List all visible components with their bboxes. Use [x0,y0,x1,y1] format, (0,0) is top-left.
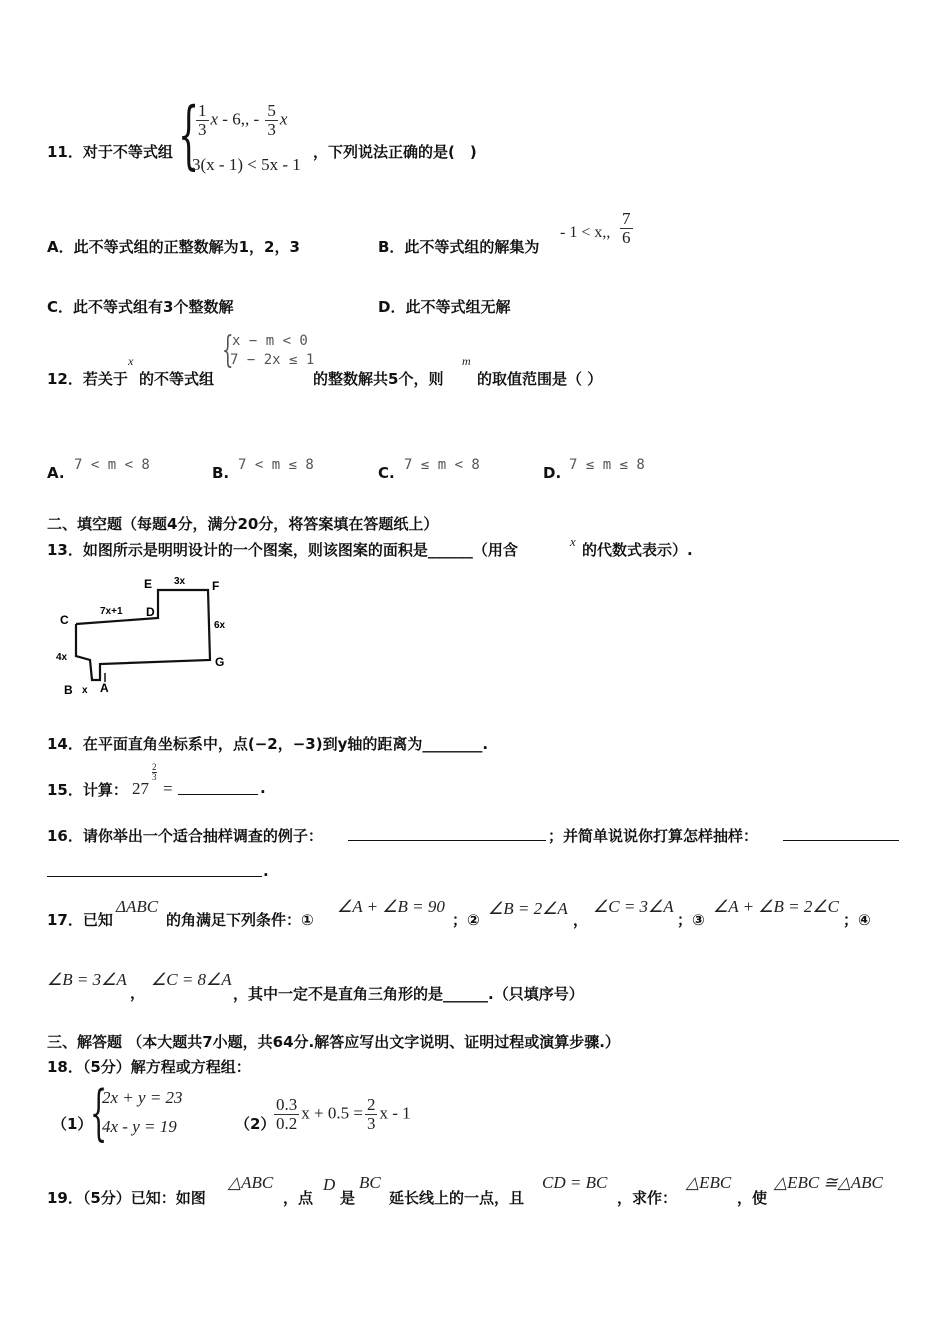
q13-figure [50,570,240,700]
q12-option-b: 7 < m ≤ 8 [238,457,314,473]
q12-var-m: m [462,354,471,368]
dim-mid: 7x+1 [100,606,123,617]
label-A: A [100,681,109,695]
q12-var-x: x [128,354,134,368]
q19-prefix: 19．（5分）已知：如图 [47,1189,206,1207]
q18-equation-3: $\frac{0.3}{0.2}$ x + 0.5 = $\frac{2}{3}$ x - 1 [276,1095,411,1133]
q19-triangle-abc: △ABC [228,1173,274,1192]
q15-equals: = [163,779,173,798]
q12-option-c: 7 ≤ m < 8 [404,457,480,473]
q12-prefix: 12．若关于 [47,370,128,388]
q18-part-1-label: （1） [52,1115,93,1133]
q12-option-b-label: B. [212,464,230,482]
q17-triangle: ΔABC [116,897,159,916]
q17-condition-1: ∠A + ∠B = 90 [337,897,445,916]
q11-line2: 3(x - 1) < 5x - 1 [192,155,301,174]
section-3-heading: 三、解答题 （本大题共7小题，共64分.解答应写出文字说明、证明过程或演算步骤.） [47,1033,620,1051]
q17-mid: 的角满足下列条件：① [166,911,314,929]
label-F: F [212,579,220,593]
q11-line1: $\frac{1}{3}$ x - 6,, - $\frac{5}{3}$ x [198,101,288,139]
q11-option-b-math: - 1 < x,, [560,224,611,241]
q12-brace: { [222,330,234,371]
q19-text-2: 是 [340,1189,356,1207]
label-E: E [144,577,153,591]
q16-blank-1 [348,826,546,841]
q12-sys1: x − m < 0 [232,333,308,349]
q17-prefix: 17．已知 [47,911,113,929]
q19-cd-equals-bc: CD = BC [542,1173,608,1192]
q16-text: 16．请你举出一个适合抽样调查的例子： [47,827,323,845]
q16-mid: ；并简单说说你打算怎样抽样： [548,827,759,845]
q11-suffix: ，下列说法正确的是( ) [313,143,477,161]
q17-end: ，其中一定不是直角三角形的是______.（只填序号） [233,985,584,1003]
q17-condition-4a: ∠B = 3∠A [47,970,127,989]
q17-sep-2: ；② [452,911,480,929]
q12-mid: 的不等式组 [139,370,215,388]
q12-option-c-label: C. [378,464,395,482]
q11-prefix: 11．对于不等式组 [47,143,173,161]
q17-condition-3: ∠A + ∠B = 2∠C [713,897,839,916]
q18-part-2-label: （2） [235,1115,276,1133]
q19-text-5: ，使 [737,1189,768,1207]
q17-condition-2b: ∠C = 3∠A [593,897,674,916]
q11-option-a: A．此不等式组的正整数解为1，2，3 [47,238,300,256]
q18-equation-1: 2x + y = 23 [102,1088,183,1107]
q12-option-d-label: D. [543,464,562,482]
q11-option-b-frac: $\frac{7}{6}$ [622,209,631,247]
q17-sep-3: ；③ [677,911,705,929]
q12-option-a-label: A. [47,464,65,482]
q17-sep-4: ；④ [843,911,871,929]
q12-suffix1: 的整数解共5个，则 [313,370,444,388]
q15-base: 27 [132,779,149,798]
q16-blank-2 [783,826,899,841]
q12-option-d: 7 ≤ m ≤ 8 [569,457,645,473]
label-G: G [215,655,225,669]
q12-suffix2: 的取值范围是（ ） [477,370,603,388]
dim-left: 4x [56,652,68,663]
q12-option-a: 7 < m < 8 [74,457,150,473]
q11-option-b: B．此不等式组的解集为 [378,238,540,256]
q15-prefix: 15．计算： [47,781,128,799]
label-x: x [82,685,88,696]
q16-blank-3 [47,862,262,877]
q13-text-1: 13．如图所示是明明设计的一个图案，则该图案的面积是______（用含 [47,541,518,559]
q13-text-2: 的代数式表示）. [582,541,693,559]
q17-condition-2a: ∠B = 2∠A [488,899,568,918]
q17-comma-1: ， [573,911,589,929]
q19-text-4: ，求作： [617,1189,678,1207]
q14-text: 14．在平面直角坐标系中，点(−2，−3)到y轴的距离为________. [47,735,489,753]
dim-right: 6x [214,620,226,631]
q19-text-3: 延长线上的一点，且 [389,1189,525,1207]
q13-var-x: x [570,534,576,549]
label-C: C [60,613,69,627]
section-2-heading: 二、填空题（每题4分，满分20分，将答案填在答题纸上） [47,515,439,533]
q11-option-c: C．此不等式组有3个整数解 [47,298,234,316]
q12-sys2: 7 − 2x ≤ 1 [230,352,315,368]
label-D: D [146,605,155,619]
q11-brace: { [178,92,200,178]
dim-top: 3x [174,576,186,587]
q15-exponent: 2 3 [152,762,157,782]
q19-triangle-ebc: △EBC [686,1173,732,1192]
q19-segment-bc: BC [359,1173,381,1192]
q11-option-d: D．此不等式组无解 [378,298,511,316]
figure-outline [76,590,210,680]
q17-condition-4b: ∠C = 8∠A [151,970,232,989]
q19-text-1: ，点 [283,1189,314,1207]
q19-congruence: △EBC ≅△ABC [774,1173,883,1192]
q18-brace: { [90,1078,108,1148]
q15-end: . [260,779,266,797]
q16-end: . [263,862,269,880]
label-B: B [64,683,73,697]
q18-equation-2: 4x - y = 19 [102,1117,177,1136]
q15-answer-blank [178,780,258,795]
q18-title: 18．（5分）解方程或方程组： [47,1058,251,1076]
q19-point-d: D [323,1175,336,1194]
q17-comma-2: ， [130,984,146,1002]
